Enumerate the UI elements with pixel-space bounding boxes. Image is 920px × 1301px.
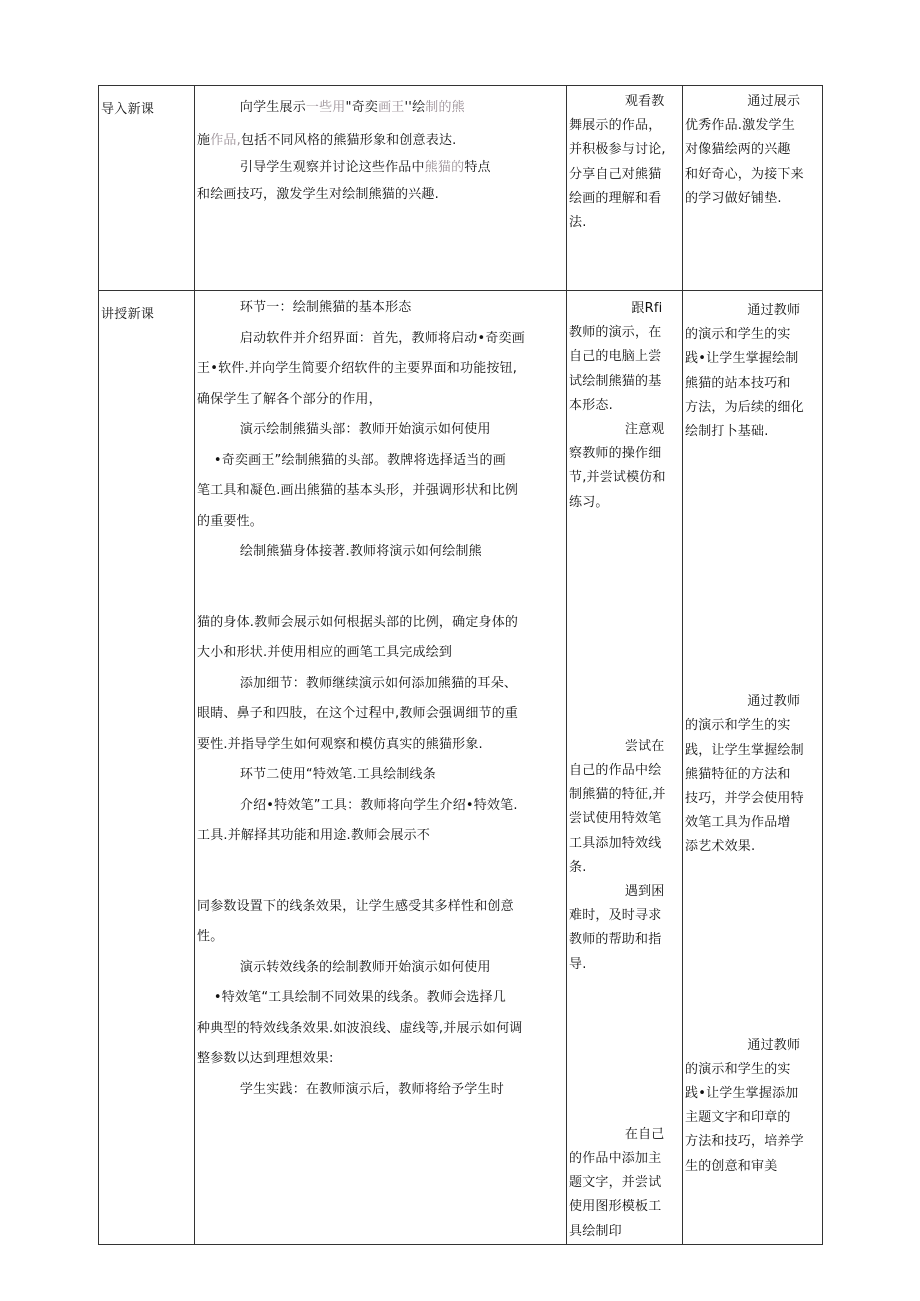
content-line: 眼睛、鼻子和四肢，在这个过程中,教师会强调细节的重 — [197, 706, 519, 721]
content-line: 王•软件.并向学生简要介绍软件的主要界面和功能按钮, — [197, 361, 518, 376]
content-line: 引导学生观察并讨论这些作品中熊猫的特点 — [239, 160, 491, 175]
student-line: 导. — [569, 956, 587, 972]
content-line: 工具.并解择其功能和用途.教师会展示不 — [197, 828, 431, 843]
student-line: 跟Rfi — [631, 301, 663, 316]
content-line: 添加细节：教师继续演示如何添加熊猫的耳朵、 — [239, 675, 518, 691]
content-line: 种典型的特效线条效果.如波浪线、虚线等,并展示如何调 — [197, 1020, 523, 1036]
content-line: 的重要性。 — [197, 513, 264, 529]
student-line: 工具添加特效线 — [569, 835, 662, 851]
student-line: 舞展示的作品， — [569, 118, 662, 134]
purpose-line: 的演示和学生的实 — [685, 1061, 791, 1077]
purpose-line: 通过教师 — [747, 694, 801, 710]
table-row — [99, 86, 823, 291]
student-line: 条. — [569, 859, 587, 875]
content-line: 环节二使用“特效笔.工具绘制线条 — [239, 767, 436, 782]
purpose-line: 效笔工具为作品增 — [685, 815, 791, 831]
student-line: 自己的作品中绘 — [569, 763, 662, 779]
student-line: 尝试在 — [624, 738, 665, 754]
stage-label: 导入新课 — [101, 102, 155, 117]
content-line: 演示转效线条的绘制教师开始演示如何使用 — [239, 959, 491, 975]
purpose-line: 绘制打卜基础. — [685, 424, 769, 440]
student-line: 察教师的操作细 — [569, 446, 662, 462]
content-line: 向学生展示一些用"奇奕画王''绘制的熊 — [239, 100, 465, 115]
student-activity-cell — [567, 86, 683, 291]
student-line: 题文字，并尝试 — [569, 1175, 662, 1191]
content-line: 大小和形状.并使用相应的画笔工具完成绘到 — [197, 645, 453, 660]
content-line: 要性.并指导学生如何观察和模仿真实的熊猫形象. — [197, 736, 483, 752]
purpose-line: 主题文字和印章的 — [685, 1110, 791, 1126]
purpose-line: 熊猫的站本技巧和 — [685, 375, 791, 391]
content-line: 施作品,包括不同风格的熊猫形象和创意表达. — [197, 133, 457, 148]
student-line: 在自己 — [624, 1126, 665, 1142]
table-row — [99, 291, 823, 1245]
purpose-line: 的演示和学生的实 — [685, 718, 791, 734]
student-line: 并积极参与讨论, — [569, 142, 666, 158]
lesson-plan-table — [98, 85, 823, 1245]
purpose-line: 方法，为后续的细化 — [685, 399, 804, 415]
student-line: 法. — [569, 215, 587, 231]
student-line: 具绘制印 — [569, 1223, 622, 1239]
content-line: 学生实践：在教师演示后，教师将给予学生时 — [239, 1081, 504, 1097]
content-line: 环节一：绘制熊猫的基本形态 — [239, 300, 412, 315]
stage-label: 讲授新课 — [101, 307, 155, 322]
student-line: 观看教 — [624, 94, 665, 109]
student-line: 的作品中添加主 — [569, 1151, 662, 1167]
design-purpose-cell — [683, 291, 823, 1245]
purpose-line: 和好奇心，为接下来 — [685, 166, 804, 182]
purpose-line: 添艺术效果. — [685, 839, 756, 855]
student-line: 分享自己对熊猫 — [569, 166, 662, 182]
content-line: 演示绘制熊猫头部：教师开始演示如何使用 — [239, 422, 491, 437]
purpose-line: 践•让学生掌握绘制 — [685, 351, 799, 367]
content-line: 和绘画技巧，激发学生对绘制熊猫的兴趣. — [197, 187, 439, 202]
content-line: 整参数以达到理想效果: — [197, 1051, 334, 1066]
content-line: 启动软件并介绍界面：首先，教师将启动•奇奕画 — [239, 330, 525, 346]
student-line: 遇到困 — [624, 884, 665, 900]
student-line: 难时，及时寻求 — [569, 908, 662, 924]
student-line: 注意观 — [624, 422, 665, 438]
content-line: •奇奕画王”绘制熊猫的头部。教牌将选择适当的画 — [213, 452, 506, 468]
purpose-line: 践•让学生掌握添加 — [685, 1086, 799, 1102]
stage-cell — [99, 86, 195, 291]
student-line: 教师的演示，在 — [569, 325, 662, 341]
content-line: 笔工具和凝色.画出熊猫的基本头形，并强调形状和比例 — [197, 483, 519, 498]
student-line: 自己的电脑上尝 — [569, 349, 662, 365]
content-line: 猫的身体.教师会展示如何根据头部的比例，确定身体的 — [197, 614, 519, 630]
content-line: 确保学生了解各个部分的作用， — [197, 391, 382, 407]
content-line: 同参数设置下的线条效果，让学生感受其多样性和创意 — [197, 898, 514, 914]
content-line: 介绍•特效笔”工具：教师将向学生介绍•特效笔. — [239, 797, 518, 813]
purpose-line: 的演示和学生的实 — [685, 327, 791, 343]
student-line: 使用图形模板工 — [569, 1199, 662, 1215]
content-cell — [195, 291, 567, 1245]
student-line: 节,并尝试模仿和 — [569, 470, 666, 486]
purpose-line: 通过教师 — [747, 1037, 801, 1053]
student-line: 试绘制熊猫的基 — [569, 373, 662, 389]
purpose-line: 对像猫绘两的兴趣 — [685, 142, 791, 158]
content-line: 性。 — [197, 929, 224, 944]
purpose-line: 优秀作品.激发学生 — [685, 118, 795, 134]
content-cell — [195, 86, 567, 291]
student-line: 制熊猫的特征,并 — [569, 787, 666, 803]
content-line: •特效笔“工具绘制不同效果的线条。教师会选择几 — [213, 990, 506, 1005]
purpose-line: 践，让学生掌握绘制 — [685, 742, 804, 758]
purpose-line: 生的创意和审美 — [685, 1158, 778, 1174]
student-line: 尝试使用特效笔 — [569, 811, 662, 827]
purpose-line: 熊猫特征的方法和 — [685, 766, 791, 782]
student-line: 教师的帮助和指 — [569, 932, 662, 948]
student-line: 绘画的理解和看 — [569, 190, 662, 206]
content-line: 绘制熊猫身体接著.教师将演示如何绘制熊 — [239, 544, 482, 559]
purpose-line: 技巧，并学会使用特 — [685, 791, 804, 807]
student-line: 练习。 — [569, 494, 609, 510]
purpose-line: 方法和技巧，培养学 — [685, 1134, 804, 1150]
design-purpose-cell — [683, 86, 823, 291]
purpose-line: 的学习做好铺垫. — [685, 190, 782, 206]
stage-cell — [99, 291, 195, 1245]
purpose-line: 通过教师 — [747, 303, 801, 318]
student-line: 本形态. — [569, 397, 613, 413]
student-activity-cell — [567, 291, 683, 1245]
purpose-line: 通过展示 — [747, 94, 801, 109]
